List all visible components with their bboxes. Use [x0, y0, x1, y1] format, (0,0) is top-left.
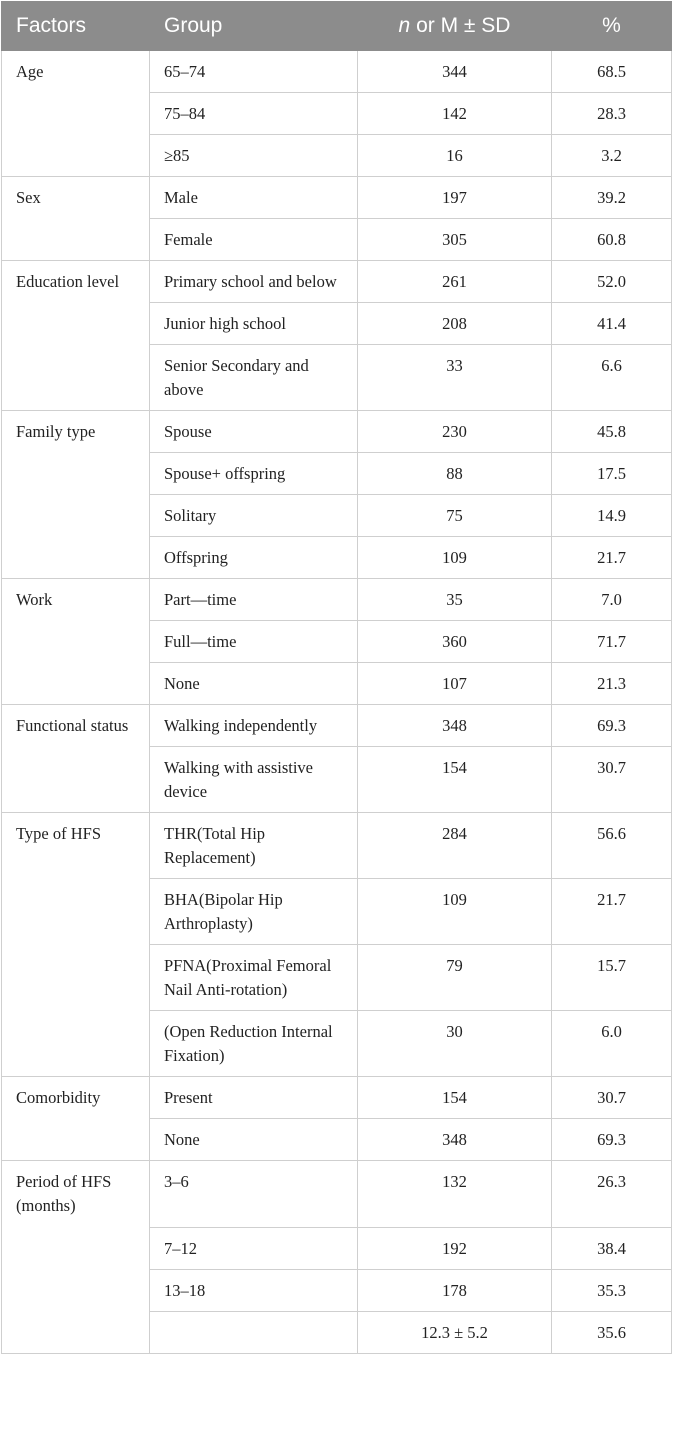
percent-cell: 52.0: [552, 261, 672, 303]
header-n-italic: n: [398, 14, 411, 37]
n-cell: 109: [358, 537, 552, 579]
table-row: [2, 51, 672, 93]
percent-cell: 39.2: [552, 177, 672, 219]
table-body: [2, 51, 672, 1354]
table-row: [2, 1077, 672, 1119]
percent-cell: 71.7: [552, 621, 672, 663]
factor-cell: Type of HFS: [2, 813, 150, 1077]
group-cell: Female: [150, 219, 358, 261]
n-cell: 109: [358, 879, 552, 945]
factor-cell: Age: [2, 51, 150, 177]
group-cell: THR(Total Hip Replacement): [150, 813, 358, 879]
n-cell: 348: [358, 1119, 552, 1161]
percent-cell: 68.5: [552, 51, 672, 93]
header-n-or-mean-sd: [358, 2, 552, 51]
percent-cell: 26.3: [552, 1161, 672, 1228]
percent-cell: 3.2: [552, 135, 672, 177]
percent-cell: 6.0: [552, 1011, 672, 1077]
group-cell: Full—time: [150, 621, 358, 663]
group-cell: Senior Secondary and above: [150, 345, 358, 411]
percent-cell: 56.6: [552, 813, 672, 879]
percent-cell: 69.3: [552, 705, 672, 747]
group-cell: 7–12: [150, 1228, 358, 1270]
group-cell: 65–74: [150, 51, 358, 93]
n-cell: 132: [358, 1161, 552, 1228]
table-row: [2, 411, 672, 453]
header-group: Group: [150, 2, 358, 51]
n-cell: 154: [358, 747, 552, 813]
group-cell: PFNA(Proximal Femoral Nail Anti-rotation): [150, 945, 358, 1011]
percent-cell: 17.5: [552, 453, 672, 495]
table-row: [2, 1161, 672, 1228]
group-cell: Walking with assistive device: [150, 747, 358, 813]
percent-cell: 21.7: [552, 879, 672, 945]
n-cell: 192: [358, 1228, 552, 1270]
n-cell: 79: [358, 945, 552, 1011]
percent-cell: 21.7: [552, 537, 672, 579]
n-cell: 154: [358, 1077, 552, 1119]
percent-cell: 41.4: [552, 303, 672, 345]
percent-cell: 45.8: [552, 411, 672, 453]
table-row: [2, 813, 672, 879]
group-cell: None: [150, 1119, 358, 1161]
n-cell: 142: [358, 93, 552, 135]
group-cell: (Open Reduction Internal Fixation): [150, 1011, 358, 1077]
n-cell: 305: [358, 219, 552, 261]
header-factors: Factors: [2, 2, 150, 51]
group-cell: Present: [150, 1077, 358, 1119]
n-cell: 344: [358, 51, 552, 93]
group-cell: [150, 1312, 358, 1354]
group-cell: 3–6: [150, 1161, 358, 1228]
factor-cell: Period of HFS (months): [2, 1161, 150, 1354]
percent-cell: 21.3: [552, 663, 672, 705]
percent-cell: 35.6: [552, 1312, 672, 1354]
group-cell: Junior high school: [150, 303, 358, 345]
group-cell: ≥85: [150, 135, 358, 177]
percent-cell: 28.3: [552, 93, 672, 135]
table-row: [2, 579, 672, 621]
table-row: [2, 705, 672, 747]
group-cell: Male: [150, 177, 358, 219]
n-cell: 75: [358, 495, 552, 537]
n-cell: 208: [358, 303, 552, 345]
group-cell: Walking independently: [150, 705, 358, 747]
percent-cell: 35.3: [552, 1270, 672, 1312]
percent-cell: 15.7: [552, 945, 672, 1011]
factor-cell: Sex: [2, 177, 150, 261]
n-cell: 12.3 ± 5.2: [358, 1312, 552, 1354]
factor-cell: Family type: [2, 411, 150, 579]
header-n-rest: or M ± SD: [410, 14, 511, 37]
n-cell: 30: [358, 1011, 552, 1077]
n-cell: 360: [358, 621, 552, 663]
factor-cell: Functional status: [2, 705, 150, 813]
table-header: [2, 2, 672, 51]
group-cell: Part—time: [150, 579, 358, 621]
n-cell: 230: [358, 411, 552, 453]
n-cell: 348: [358, 705, 552, 747]
factor-cell: Comorbidity: [2, 1077, 150, 1161]
header-percent: %: [552, 2, 672, 51]
n-cell: 284: [358, 813, 552, 879]
header-row: [2, 2, 672, 51]
characteristics-table: [1, 1, 672, 1354]
percent-cell: 30.7: [552, 1077, 672, 1119]
table-row: [2, 177, 672, 219]
percent-cell: 14.9: [552, 495, 672, 537]
percent-cell: 7.0: [552, 579, 672, 621]
group-cell: Spouse: [150, 411, 358, 453]
n-cell: 33: [358, 345, 552, 411]
n-cell: 88: [358, 453, 552, 495]
group-cell: Spouse+ offspring: [150, 453, 358, 495]
table-row: [2, 261, 672, 303]
group-cell: None: [150, 663, 358, 705]
percent-cell: 60.8: [552, 219, 672, 261]
group-cell: Offspring: [150, 537, 358, 579]
factor-cell: Education level: [2, 261, 150, 411]
n-cell: 16: [358, 135, 552, 177]
n-cell: 261: [358, 261, 552, 303]
percent-cell: 6.6: [552, 345, 672, 411]
n-cell: 35: [358, 579, 552, 621]
group-cell: BHA(Bipolar Hip Arthroplasty): [150, 879, 358, 945]
n-cell: 107: [358, 663, 552, 705]
n-cell: 197: [358, 177, 552, 219]
group-cell: Solitary: [150, 495, 358, 537]
percent-cell: 69.3: [552, 1119, 672, 1161]
group-cell: 75–84: [150, 93, 358, 135]
group-cell: 13–18: [150, 1270, 358, 1312]
percent-cell: 30.7: [552, 747, 672, 813]
percent-cell: 38.4: [552, 1228, 672, 1270]
group-cell: Primary school and below: [150, 261, 358, 303]
n-cell: 178: [358, 1270, 552, 1312]
factor-cell: Work: [2, 579, 150, 705]
